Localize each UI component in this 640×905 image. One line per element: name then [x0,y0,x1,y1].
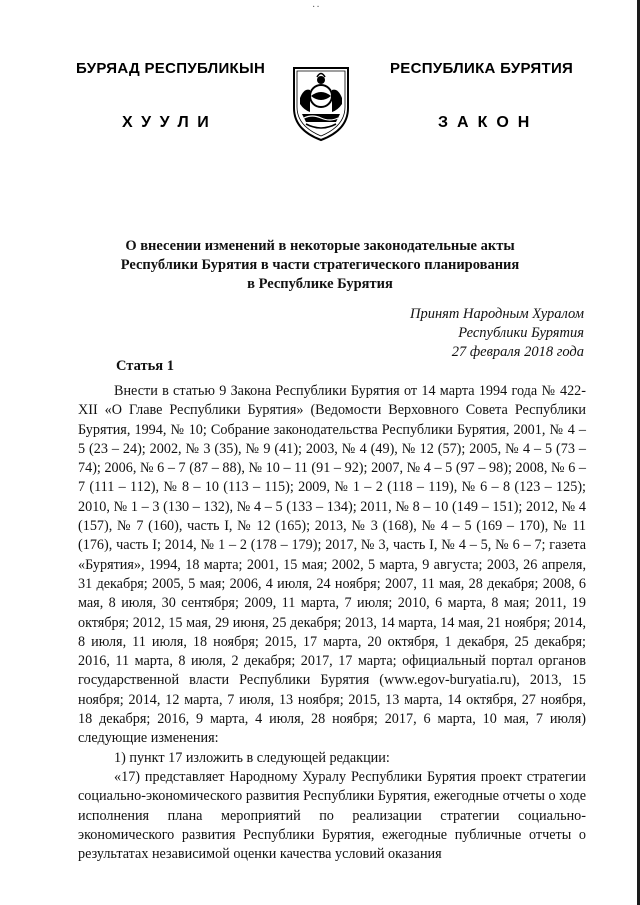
header-right-title: РЕСПУБЛИКА БУРЯТИЯ [390,60,574,77]
law-title-line-2: Республики Бурятия в части стратегического планирования [120,257,520,273]
coat-of-arms-icon [290,60,352,142]
article-body [78,382,586,864]
adoption-note-line-2: Республики Бурятия [458,325,584,341]
header-right-doc-type: ЗАКОН [438,114,539,131]
adoption-note [410,305,584,362]
body-item-1: 1) пункт 17 изложить в следующей редакции: [114,749,390,766]
top-mark: ·· [312,2,321,13]
header-left-doc-type: ХУУЛИ [122,114,218,131]
law-title-line-1: О внесении изменений в некоторые законодательные акты [125,238,515,254]
body-quote-17: «17) представляет Народному Хуралу Республики Бурятия проект стратегии социально-экономического развития Республики Бурятия, ежегодные отчеты о ходе исполнения плана мероприятий по реализации стратегии социально-экономического развития Республики Бурятия, ежегодные публичные отчеты о результатах независимой оценки качества условий оказания [78,768,586,863]
law-title-line-3: в Республике Бурятия [247,276,393,292]
adoption-date: 27 февраля 2018 года [451,344,584,360]
law-title [80,237,560,294]
article-heading: Статья 1 [116,358,174,374]
header-left-title: БУРЯАД РЕСПУБЛИКЫН [76,60,266,77]
body-paragraph-intro: Внести в статью 9 Закона Республики Бурятия от 14 марта 1994 года № 422-XII «О Главе Республики Бурятия» (Ведомости Верховного Совета Республики Бурятия, 1994, № 10; Собрание законодательства Республики Бурятия, 2001, № 4 – 5 (23 – 24); 2002, № 3 (35), № 9 (41); 2003, № 4 (49), № 12 (57); 2005, № 4 – 5 (73 – 74); 2006, № 6 – 7 (87 – 88), № 10 – 11 (91 – 92); 2007, № 4 – 5 (97 – 98); 2008, № 6 – 7 (111 – 112), № 8 – 10 (113 – 115); 2009, № 1 – 2 (118 – 119), № 6 – 8 (123 – 125); 2010, № 1 – 3 (130 – 132), № 4 – 5 (133 – 134); 2011, № 8 – 10 (149 – 151); 2012, № 4 (157), № 7 (160), часть I, № 12 (165); 2013, № 3 (168), № 4 – 5 (169 – 170), № 11 (176), часть I; 2014, № 1 – 2 (178 – 179); 2017, № 3, часть I, № 4 – 5, № 6 – 7; газета «Бурятия», 1994, 18 марта; 2001, 15 мая; 2002, 5 марта, 9 августа; 2003, 26 апреля, 31 декабря; 2005, 5 мая; 2006, 4 июля, 24 ноября; 2007, 11 мая, 28 декабря; 2008, 6 мая, 8 июля, 30 сентября; 2009, 11 марта, 7 июля; 2010, 6 марта, 8 мая; 2011, 19 октября; 2012, 15 мая, 29 июня, 25 декабря; 2013, 14 марта, 14 мая, 21 ноября; 2014, 8 июля, 11 июля, 18 ноября; 2015, 17 марта, 20 октября, 1 декабря, 25 декабря; 2016, 11 марта, 8 июля, 2 декабря; 2017, 17 марта; официальный портал органов государственной власти Республики Бурятия (www.egov-buryatia.ru), 2013, 15 ноября; 2014, 12 марта, 7 июля, 13 ноября; 2015, 13 марта, 14 октября, 27 ноября, 18 декабря; 2016, 9 марта, 4 июля, 28 ноября; 2017, 6 марта, 10 мая, 7 июля) следующие изменения: [78,383,586,747]
adoption-note-line-1: Принят Народным Хуралом [409,306,584,322]
